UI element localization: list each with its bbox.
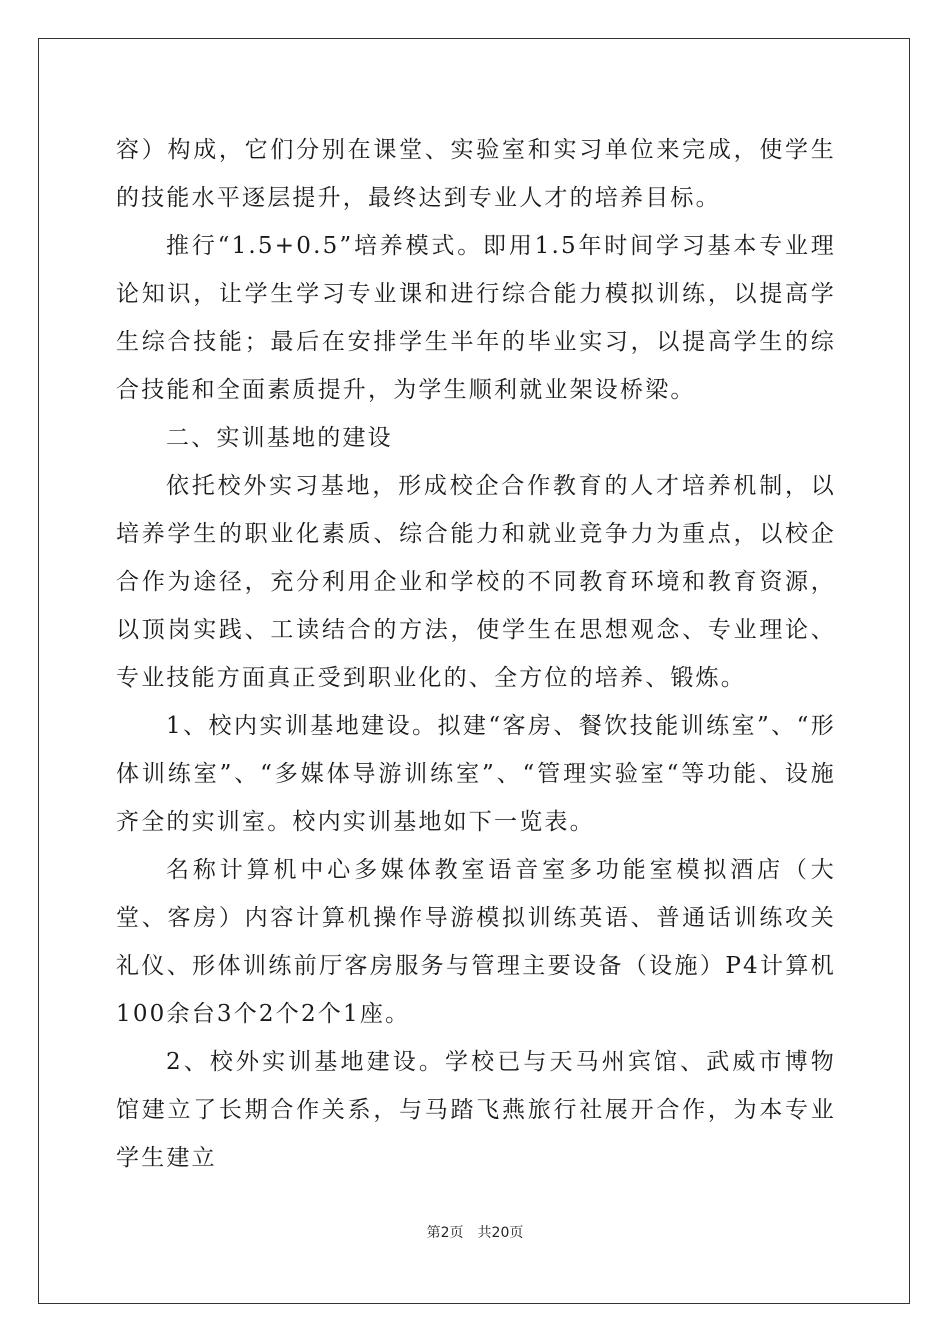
paragraph: 推行“1.5+0.5”培养模式。即用1.5年时间学习基本专业理论知识，让学生学习专业课和进行综合能力模拟训练，以提高学生综合技能；最后在安排学生半年的毕业实习，以提高学生的综合技能和全面素质提升，为学生顺利就业架设桥梁。	[116, 233, 836, 403]
paragraph: 名称计算机中心多媒体教室语音室多功能室模拟酒店（大堂、客房）内容计算机操作导游模拟训练英语、普通话训练攻关礼仪、形体训练前厅客房服务与管理主要设备（设施）P4计算机100余台3个2个2个1座。	[116, 857, 836, 1027]
page-number: 第2页	[426, 1225, 464, 1241]
document-body	[116, 126, 836, 1182]
paragraph: 1、校内实训基地建设。拟建“客房、餐饮技能训练室”、“形体训练室”、“多媒体导游训练室”、“管理实验室“等功能、设施齐全的实训室。校内实训基地如下一览表。	[116, 713, 836, 835]
total-pages: 共20页	[477, 1225, 524, 1241]
paragraph: 2、校外实训基地建设。学校已与天马州宾馆、武威市博物馆建立了长期合作关系，与马踏飞燕旅行社展开合作，为本专业学生建立	[116, 1049, 836, 1171]
section-heading: 二、实训基地的建设	[166, 425, 393, 451]
page-footer	[0, 1222, 950, 1242]
paragraph: 依托校外实习基地，形成校企合作教育的人才培养机制，以培养学生的职业化素质、综合能力和就业竞争力为重点，以校企合作为途径，充分利用企业和学校的不同教育环境和教育资源，以顶岗实践、工读结合的方法，使学生在思想观念、专业理论、专业技能方面真正受到职业化的、全方位的培养、锻炼。	[116, 473, 836, 691]
paragraph: 容）构成，它们分别在课堂、实验室和实习单位来完成，使学生的技能水平逐层提升，最终达到专业人才的培养目标。	[116, 137, 836, 211]
